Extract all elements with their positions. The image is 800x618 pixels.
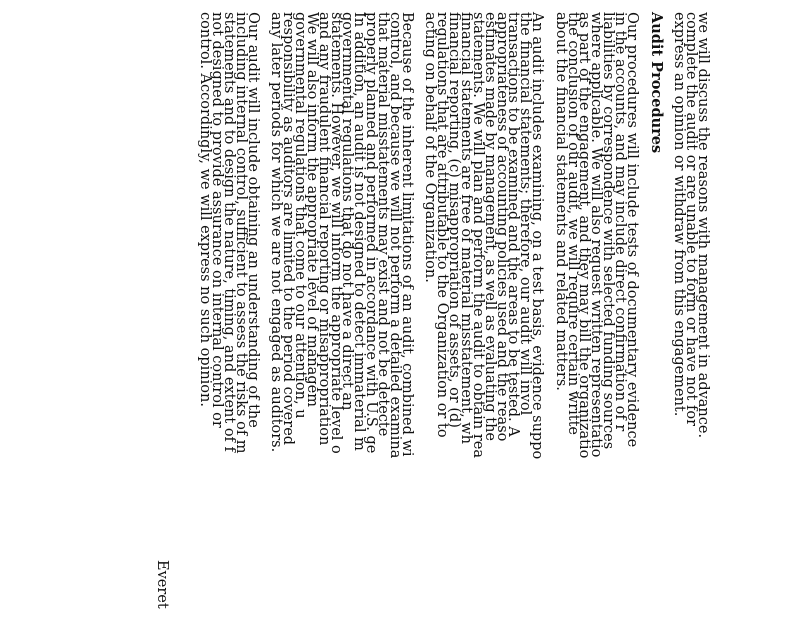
text-line: as part of the engagement, and they may bill the organizatio xyxy=(576,12,593,459)
text-line: the financial statements; therefore, our audit will invol xyxy=(517,12,534,416)
text-line: properly planned and performed in accordance with U.S. ge xyxy=(363,12,380,454)
text-line: that material misstatements may exist and not be detecte xyxy=(375,12,392,437)
text-line: financial reporting, (c) misappropriation of assets, or (d) xyxy=(446,12,463,428)
text-line: any later periods for which we are not engaged as auditors. xyxy=(268,12,285,453)
text-line: complete the audit or are unable to form or have not for xyxy=(683,12,700,427)
text-line: Because of the inherent limitations of an audit, combined wi xyxy=(398,12,415,457)
text-line: estimates made by management, as well as evaluating the xyxy=(481,12,498,441)
text-line: We will also inform the appropriate level of managem xyxy=(303,12,320,407)
text-line: governmental regulations that do not have a direct an xyxy=(339,12,356,411)
text-line: the conclusion of our audit, we will require certain writte xyxy=(564,12,581,435)
text-line: in the accounts, and may include direct confirmation of r xyxy=(612,12,629,432)
text-line: appropriateness of accounting policies used and the reaso xyxy=(493,12,510,442)
text-line: Our audit will include obtaining an understanding of the xyxy=(244,12,261,428)
text-line: not designed to provide assurance on internal control or xyxy=(209,12,226,428)
text-line: including internal control, sufficient to assess the risks of m xyxy=(232,12,249,454)
text-line: about the financial statements and related matters. xyxy=(552,12,569,391)
footer-text: Everet xyxy=(153,560,170,609)
text-line: responsibility as auditors are limited to the period covered xyxy=(280,12,297,446)
text-line: statements. We will plan and perform the audit to obtain rea xyxy=(469,12,486,458)
section-heading: Audit Procedures xyxy=(647,12,665,154)
text-line: and any fraudulent financial reporting or misappropriation xyxy=(315,12,332,446)
text-line: Our procedures will include tests of documentary evidence xyxy=(623,12,640,448)
text-line: where applicable. We will also request written representatio xyxy=(588,12,605,458)
text-line: In addition, an audit is not designed to detect immaterial m xyxy=(351,12,368,451)
text-line: financial statements are free of material misstatement, wh xyxy=(458,12,474,444)
text-line: statements. However, we will inform the appropriate level o xyxy=(327,12,344,454)
text-line: statements and to design the nature, timing, and extent of f xyxy=(221,12,237,452)
text-line: governmental regulations that come to our attention, u xyxy=(292,12,309,419)
text-line: An audit includes examining, on a test basis, evidence suppo xyxy=(529,12,546,460)
text-line: acting on behalf of the Organization. xyxy=(422,12,439,283)
text-line: regulations that are attributable to the Organization or to xyxy=(434,12,451,438)
text-line: express an opinion or withdraw from this engagement. xyxy=(671,12,688,417)
text-line: we will discuss the reasons with management in advance. xyxy=(695,12,711,439)
text-line: transactions to be examined and the areas to be tested. A xyxy=(505,12,522,437)
text-line: control, and because we will not perform a detailed examina xyxy=(386,12,403,459)
text-line: liabilities by correspondence with selected funding sources xyxy=(600,12,617,450)
text-line: control. Accordingly, we will express no such opinion. xyxy=(197,12,214,407)
